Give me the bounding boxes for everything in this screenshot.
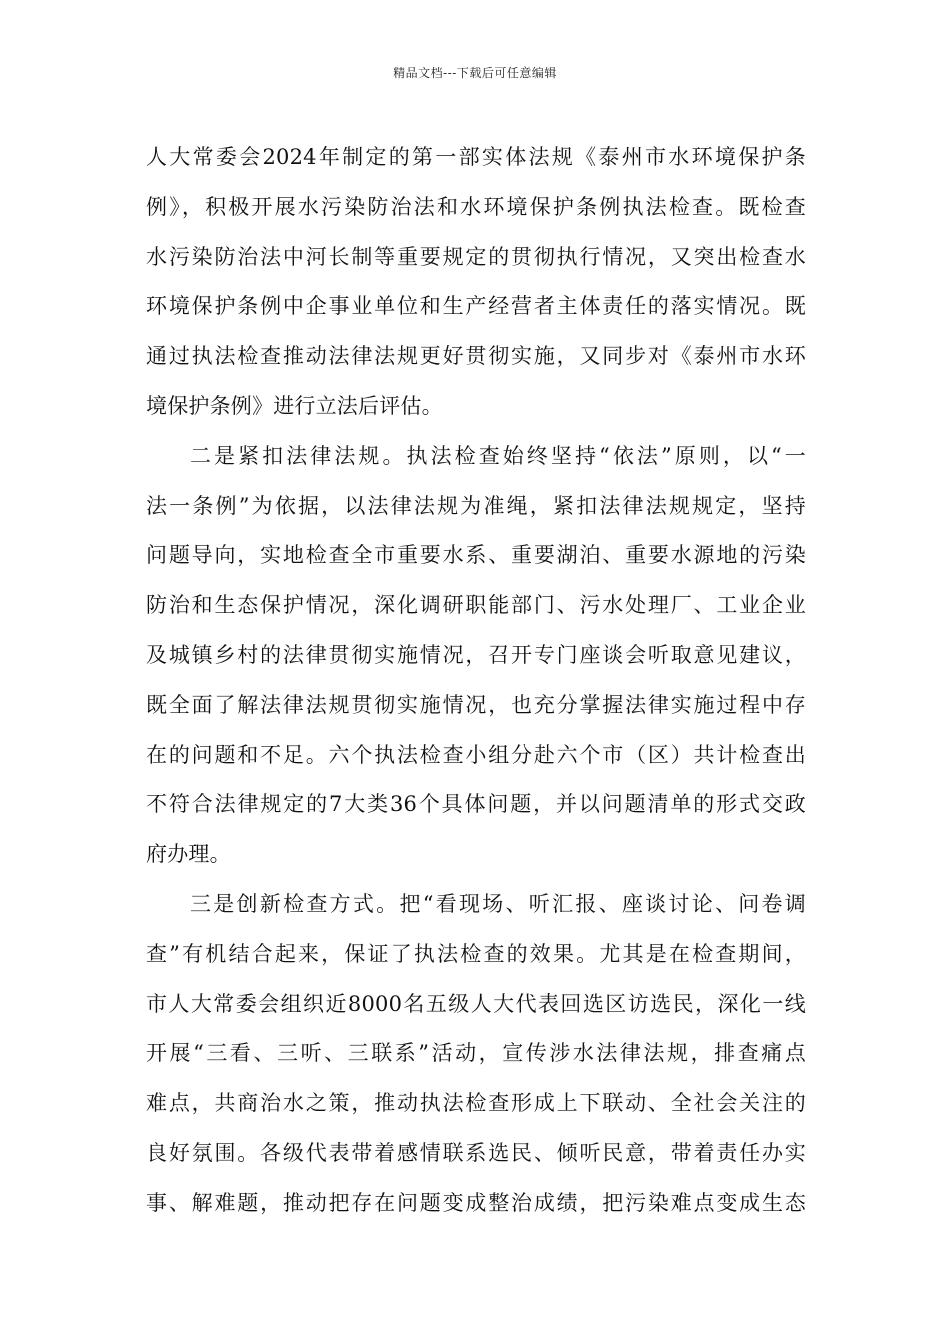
text-line: 在的问题和不足。六个执法检查小组分赴六个市（区）共计检查出 <box>146 742 806 767</box>
text-line: 府办理。 <box>146 842 231 867</box>
text-line: 环境保护条例中企事业单位和生产经营者主体责任的落实情况。既 <box>146 294 806 319</box>
text-line: 开展“三看、三听、三联系”活动，宣传涉水法律法规，排查痛点 <box>146 1041 806 1066</box>
text-line: 三是创新检查方式。把“看现场、听汇报、座谈讨论、问卷调 <box>190 891 806 916</box>
text-line: 及城镇乡村的法律贯彻实施情况，召开专门座谈会听取意见建议， <box>146 642 806 667</box>
text-line: 良好氛围。各级代表带着感情联系选民、倾听民意，带着责任办实 <box>146 1140 806 1165</box>
page-header: 精品文档---下载后可任意编辑 <box>393 66 557 80</box>
text-line: 问题导向，实地检查全市重要水系、重要湖泊、重要水源地的污染 <box>146 543 806 568</box>
text-line: 市人大常委会组织近8000名五级人大代表回选区访选民，深化一线 <box>146 991 806 1016</box>
text-line: 水污染防治法中河长制等重要规定的贯彻执行情况，又突出检查水 <box>146 244 806 269</box>
text-line: 事、解难题，推动把存在问题变成整治成绩，把污染难点变成生态 <box>146 1190 806 1215</box>
text-line: 例》，积极开展水污染防治法和水环境保护条例执法检查。既检查 <box>146 194 806 219</box>
text-line: 防治和生态保护情况，深化调研职能部门、污水处理厂、工业企业 <box>146 593 806 618</box>
text-line: 通过执法检查推动法律法规更好贯彻实施，又同步对《泰州市水环 <box>146 344 806 369</box>
text-line: 人大常委会2024年制定的第一部实体法规《泰州市水环境保护条 <box>146 145 806 169</box>
document-body <box>146 133 806 1229</box>
text-line: 难点，共商治水之策，推动执法检查形成上下联动、全社会关注的 <box>146 1091 806 1116</box>
text-line: 不符合法律规定的7大类36个具体问题，并以问题清单的形式交政 <box>146 792 806 817</box>
text-line: 法一条例”为依据，以法律法规为准绳，紧扣法律法规规定，坚持 <box>146 493 806 518</box>
text-line: 境保护条例》进行立法后评估。 <box>146 393 443 418</box>
text-line: 既全面了解法律法规贯彻实施情况，也充分掌握法律实施过程中存 <box>146 692 806 717</box>
text-line: 二是紧扣法律法规。执法检查始终坚持“依法”原则，以“一 <box>190 443 806 468</box>
text-line: 查”有机结合起来，保证了执法检查的效果。尤其是在检查期间， <box>146 941 806 966</box>
